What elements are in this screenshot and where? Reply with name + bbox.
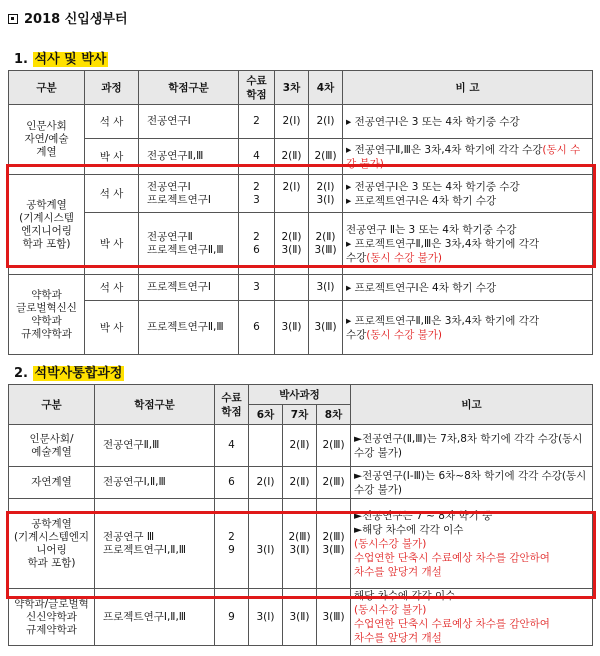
cell-line: 규제약학과: [21, 327, 72, 340]
semester3-cell: [275, 139, 309, 175]
note-text-red: 차수를 앞당겨 개설: [354, 632, 442, 644]
cell-line: 인문사회/: [29, 432, 74, 445]
notes-cell: [343, 275, 593, 301]
category-cell: [9, 467, 95, 499]
semester-y6-cell: [249, 425, 283, 467]
note-text: ►해당 차수에 각각 이수: [354, 523, 464, 536]
table-header-cell: 비고: [351, 385, 593, 425]
notes-cell: [351, 425, 593, 467]
cell-line: 2(Ⅲ): [322, 476, 345, 488]
cell-line: [252, 439, 279, 452]
credit-type-cell: [95, 589, 215, 646]
cell-line: 3(Ⅱ): [289, 543, 310, 556]
category-cell: [9, 499, 95, 589]
cell-line: 6: [253, 321, 260, 333]
cell-line: 프로젝트연구Ⅱ,Ⅲ: [147, 243, 224, 256]
note-text: ►전공연구는 7 ~ 8차 학기 중: [354, 509, 493, 522]
category-cell: [9, 589, 95, 646]
semester-y7-cell: [283, 467, 317, 499]
note-text-red: (동시수강 불가): [354, 604, 427, 616]
table-header-cell: 6차: [249, 405, 283, 425]
document-title: [8, 8, 128, 27]
course-cell: 석 사: [85, 105, 139, 139]
semester4-cell: [309, 139, 343, 175]
note-text: 수강 불가): [354, 446, 403, 459]
semester-y7-cell: [283, 425, 317, 467]
cell-line: 3(Ⅱ): [281, 243, 302, 256]
document-title-text: 2018 신입생부터: [24, 12, 128, 27]
cell-line: 2(Ⅲ): [322, 439, 345, 451]
table-row: [9, 275, 593, 301]
note-text: ▸ 프로젝트연구Ⅱ,Ⅲ은 3차,4차 학기에 각각: [346, 237, 540, 250]
semester3-cell: [275, 213, 309, 275]
cell-line: 2(Ⅲ): [322, 530, 345, 543]
cell-line: 2(Ⅱ): [289, 476, 310, 488]
note-text-red: (동시 수강 불가): [366, 328, 443, 341]
section1-heading: [14, 48, 108, 67]
cell-line: 2(Ⅱ): [281, 150, 302, 162]
section2-table: [8, 384, 593, 646]
cell-line: 전공연구Ⅰ: [147, 180, 191, 193]
cell-line: 3(Ⅱ): [281, 321, 302, 333]
credits-cell: [239, 213, 275, 275]
cell-line: 신신약학과: [26, 610, 77, 623]
cell-line: 자연/예술: [24, 133, 69, 145]
note-text-red: (동시 수강 불가): [366, 251, 443, 264]
cell-line: 공학계열: [31, 517, 72, 530]
cell-line: (기계시스템엔지: [13, 530, 90, 543]
table-row: [9, 105, 593, 139]
cell-line: 3(Ⅲ): [314, 243, 337, 256]
semester-y6-cell: [249, 499, 283, 589]
cell-line: 4: [253, 150, 260, 162]
section1-table: [8, 70, 593, 355]
note-text: ▸ 프로젝트연구Ⅰ은 4차 학기 수강: [346, 281, 497, 294]
cell-line: 3(Ⅰ): [256, 610, 275, 623]
semester-y6-cell: [249, 589, 283, 646]
credits-cell: [239, 301, 275, 355]
credits-cell: [215, 589, 249, 646]
square-bullet-icon: [8, 14, 18, 24]
notes-cell: [343, 175, 593, 213]
table-row: [9, 213, 593, 275]
cell-line: 3(Ⅰ): [256, 543, 275, 556]
semester4-cell: [309, 213, 343, 275]
note-text: ▸ 전공연구Ⅱ,Ⅲ은 3차,4차 학기에 각각 수강: [346, 143, 543, 156]
category-cell: [9, 105, 85, 175]
cell-line: 2(Ⅰ): [316, 180, 335, 193]
cell-line: [252, 531, 279, 544]
cell-line: 전공연구Ⅰ: [147, 115, 191, 127]
table-row: [9, 301, 593, 355]
cell-line: 프로젝트연구Ⅰ,Ⅱ,Ⅲ: [103, 543, 187, 556]
credits-cell: [215, 499, 249, 589]
cell-line: 프로젝트연구Ⅱ,Ⅲ: [147, 321, 224, 333]
cell-line: 약학과: [31, 288, 62, 301]
semester-y8-cell: [317, 589, 351, 646]
notes-cell: [351, 499, 593, 589]
cell-line: 공학계열: [26, 198, 67, 211]
notes-cell: [343, 301, 593, 355]
notes-cell: [343, 139, 593, 175]
credit-type-cell: [95, 499, 215, 589]
cell-line: 3(Ⅲ): [322, 610, 345, 623]
credits-cell: [215, 467, 249, 499]
table-header-cell: 비 고: [343, 71, 593, 105]
note-text-red: 차수를 앞당겨 개설: [354, 565, 442, 578]
cell-line: 3: [253, 193, 260, 206]
cell-line: 3: [253, 281, 260, 293]
cell-line: 9: [228, 543, 235, 556]
note-text: 수강 불가): [354, 483, 403, 496]
table-header-cell: 구분: [9, 71, 85, 105]
semester-y8-cell: [317, 425, 351, 467]
cell-line: 약학과: [31, 314, 62, 327]
table-header-cell: 수료 학점: [215, 385, 249, 425]
note-text: ►전공연구(Ⅰ-Ⅲ)는 6차~8차 학기에 각각 수강(동시: [354, 469, 587, 482]
note-text: 해당 차수에 각각 이수: [354, 590, 456, 602]
semester-y8-cell: [317, 499, 351, 589]
course-cell: 박 사: [85, 301, 139, 355]
table-row: [9, 425, 593, 467]
section1-number: 1.: [14, 52, 28, 67]
semester-y7-cell: [283, 589, 317, 646]
table-header-cell: 과정: [85, 71, 139, 105]
cell-line: 9: [228, 610, 235, 623]
cell-line: (기계시스템: [19, 211, 74, 224]
cell-line: 전공연구Ⅰ,Ⅱ,Ⅲ: [103, 476, 166, 488]
semester3-cell: [275, 275, 309, 301]
cell-line: 학과 포함): [22, 237, 71, 250]
cell-line: 3(Ⅰ): [316, 193, 335, 206]
semester4-cell: [309, 275, 343, 301]
cell-line: [278, 194, 305, 207]
semester3-cell: [275, 105, 309, 139]
credit-type-cell: [139, 139, 239, 175]
credits-cell: [239, 139, 275, 175]
cell-line: 2: [253, 230, 260, 243]
table-header-cell: 수료 학점: [239, 71, 275, 105]
credits-cell: [239, 275, 275, 301]
cell-line: 글로벌혁신신: [16, 301, 77, 314]
semester4-cell: [309, 301, 343, 355]
cell-line: 2(Ⅱ): [315, 230, 336, 243]
cell-line: 프로젝트연구Ⅰ: [147, 193, 211, 206]
cell-line: 예술계열: [31, 445, 72, 458]
table-row: [9, 589, 593, 646]
category-cell: [9, 175, 85, 275]
cell-line: 2: [253, 180, 260, 193]
note-text-red: 수업연한 단축시 수료예상 차수를 감안하여: [354, 618, 550, 630]
cell-line: 6: [228, 476, 235, 488]
cell-line: 계열: [36, 146, 57, 158]
cell-line: 학과 포함): [27, 556, 76, 569]
cell-line: 2(Ⅰ): [256, 476, 275, 488]
semester-y6-cell: [249, 467, 283, 499]
notes-cell: [343, 105, 593, 139]
cell-line: 전공연구Ⅱ,Ⅲ: [103, 439, 160, 451]
cell-line: [278, 281, 305, 294]
note-text: ►전공연구(Ⅱ,Ⅲ)는 7차,8차 학기에 각각 수강(동시: [354, 432, 583, 445]
cell-line: 약학과/글로벌혁: [14, 597, 89, 610]
credit-type-cell: [139, 275, 239, 301]
credits-cell: [239, 105, 275, 139]
course-cell: 박 사: [85, 139, 139, 175]
cell-line: 2(Ⅰ): [316, 115, 335, 127]
notes-cell: [351, 467, 593, 499]
credits-cell: [239, 175, 275, 213]
notes-cell: [343, 213, 593, 275]
cell-line: 니어링: [36, 543, 67, 556]
cell-line: 3(Ⅲ): [322, 543, 345, 556]
table-row: [9, 139, 593, 175]
table-header-cell: 8차: [317, 405, 351, 425]
cell-line: 2: [253, 115, 260, 127]
table-row: [9, 499, 593, 589]
table-row: [9, 467, 593, 499]
table-header-cell: 학점구분: [139, 71, 239, 105]
note-text: 전공연구 Ⅱ는 3 또는 4차 학기중 수강: [346, 223, 517, 236]
table-header-cell: 7차: [283, 405, 317, 425]
cell-line: 6: [253, 243, 260, 256]
category-cell: [9, 425, 95, 467]
section2-title: 석박사통합과정: [34, 366, 123, 381]
cell-line: 3(Ⅰ): [316, 281, 335, 293]
note-text: ▸ 프로젝트연구Ⅱ,Ⅲ은 3차,4차 학기에 각각: [346, 314, 540, 327]
table-row: [9, 175, 593, 213]
credits-cell: [215, 425, 249, 467]
semester-y8-cell: [317, 467, 351, 499]
cell-line: 2(Ⅱ): [281, 230, 302, 243]
cell-line: 전공연구 Ⅲ: [103, 530, 155, 543]
cell-line: 4: [228, 439, 235, 451]
section2-heading: [14, 362, 124, 381]
semester4-cell: [309, 105, 343, 139]
cell-line: 2: [228, 530, 235, 543]
course-cell: 석 사: [85, 175, 139, 213]
cell-line: 2(Ⅰ): [282, 115, 301, 127]
cell-line: 자연계열: [31, 476, 72, 488]
credit-type-cell: [139, 301, 239, 355]
semester4-cell: [309, 175, 343, 213]
cell-line: 엔지니어링: [21, 224, 72, 237]
table-header-cell: 박사과정: [249, 385, 351, 405]
semester3-cell: [275, 301, 309, 355]
cell-line: 인문사회: [26, 120, 67, 132]
note-text: ▸ 프로젝트연구Ⅰ은 4차 학기 수강: [346, 194, 497, 207]
credit-type-cell: [139, 175, 239, 213]
note-text-red: (동시 수강 불가): [346, 143, 581, 170]
table-header-cell: 4차: [309, 71, 343, 105]
section1-title: 석사 및 박사: [34, 52, 107, 67]
table-header-cell: 구분: [9, 385, 95, 425]
cell-line: 2(Ⅲ): [314, 150, 337, 162]
note-text: 수강: [346, 251, 367, 264]
credit-type-cell: [139, 213, 239, 275]
semester-y7-cell: [283, 499, 317, 589]
note-text: ▸ 전공연구Ⅰ은 3 또는 4차 학기중 수강: [346, 180, 520, 193]
note-text-red: (동시수강 불가): [354, 537, 427, 550]
cell-line: 2(Ⅱ): [289, 439, 310, 451]
table-header-cell: 학점구분: [95, 385, 215, 425]
category-cell: [9, 275, 85, 355]
notes-cell: [351, 589, 593, 646]
course-cell: 박 사: [85, 213, 139, 275]
semester3-cell: [275, 175, 309, 213]
cell-line: 프로젝트연구Ⅰ: [147, 281, 211, 293]
credit-type-cell: [139, 105, 239, 139]
cell-line: 2(Ⅰ): [282, 180, 301, 193]
cell-line: 전공연구Ⅱ: [147, 230, 193, 243]
cell-line: 3(Ⅲ): [314, 321, 337, 333]
cell-line: 3(Ⅱ): [289, 610, 310, 623]
note-text-red: 수업연한 단축시 수료예상 차수를 감안하여: [354, 551, 550, 564]
section2-number: 2.: [14, 366, 28, 381]
cell-line: 프로젝트연구Ⅰ,Ⅱ,Ⅲ: [103, 610, 187, 623]
course-cell: 석 사: [85, 275, 139, 301]
cell-line: 전공연구Ⅱ,Ⅲ: [147, 150, 204, 162]
credit-type-cell: [95, 467, 215, 499]
table-header-cell: 3차: [275, 71, 309, 105]
note-text: 수강: [346, 328, 367, 341]
cell-line: 2(Ⅲ): [288, 530, 311, 543]
cell-line: 규제약학과: [26, 623, 77, 636]
credit-type-cell: [95, 425, 215, 467]
note-text: ▸ 전공연구Ⅰ은 3 또는 4차 학기중 수강: [346, 115, 520, 128]
